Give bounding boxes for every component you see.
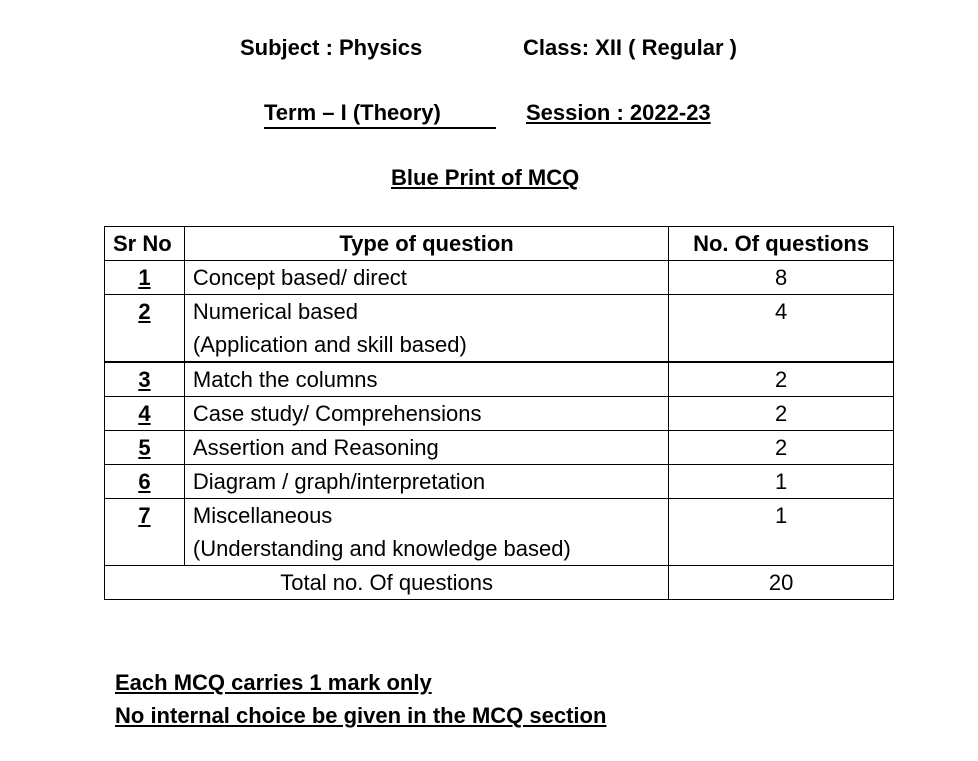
subject-label: Subject : Physics xyxy=(240,35,423,60)
table-row xyxy=(105,465,894,499)
sr-no-cell: 4 xyxy=(105,397,185,431)
table-row xyxy=(105,362,894,397)
total-label: Total no. Of questions xyxy=(105,566,669,600)
question-count-cell: 8 xyxy=(669,261,894,295)
question-type-cell xyxy=(184,295,668,363)
question-count-cell: 4 xyxy=(669,295,894,363)
note-internal-choice: No internal choice be given in the MCQ section xyxy=(115,703,607,728)
page-title: Blue Print of MCQ xyxy=(391,165,580,190)
table-row xyxy=(105,431,894,465)
column-header-count: No. Of questions xyxy=(669,227,894,261)
question-type-subtext: (Understanding and knowledge based) xyxy=(192,536,571,561)
sr-no-cell: 2 xyxy=(105,295,185,363)
question-type-cell: Match the columns xyxy=(184,362,668,397)
sr-no-cell: 6 xyxy=(105,465,185,499)
blueprint-table xyxy=(104,226,894,600)
table-row xyxy=(105,261,894,295)
term-label: Term – I (Theory) xyxy=(264,100,496,129)
question-count-cell: 2 xyxy=(669,431,894,465)
column-header-type: Type of question xyxy=(184,227,668,261)
question-type-label: Miscellaneous xyxy=(192,503,333,528)
total-row xyxy=(105,566,894,600)
question-type-cell: Case study/ Comprehensions xyxy=(184,397,668,431)
session-label: Session : 2022-23 xyxy=(526,100,711,125)
column-header-sr-no: Sr No xyxy=(105,227,185,261)
total-value: 20 xyxy=(669,566,894,600)
class-label: Class: XII ( Regular ) xyxy=(523,35,737,60)
sr-no-cell: 5 xyxy=(105,431,185,465)
question-count-cell: 1 xyxy=(669,499,894,566)
question-type-cell xyxy=(184,499,668,566)
question-type-label: Numerical based xyxy=(192,299,358,324)
sr-no-cell: 7 xyxy=(105,499,185,566)
sr-no-cell: 3 xyxy=(105,362,185,397)
table-row xyxy=(105,499,894,566)
sr-no-cell: 1 xyxy=(105,261,185,295)
question-type-cell: Diagram / graph/interpretation xyxy=(184,465,668,499)
question-type-subtext: (Application and skill based) xyxy=(192,332,467,357)
question-count-cell: 1 xyxy=(669,465,894,499)
table-header-row xyxy=(105,227,894,261)
question-count-cell: 2 xyxy=(669,397,894,431)
note-marks: Each MCQ carries 1 mark only xyxy=(115,670,432,695)
table-row xyxy=(105,397,894,431)
question-type-cell: Assertion and Reasoning xyxy=(184,431,668,465)
question-type-cell: Concept based/ direct xyxy=(184,261,668,295)
table-row xyxy=(105,295,894,363)
question-count-cell: 2 xyxy=(669,362,894,397)
